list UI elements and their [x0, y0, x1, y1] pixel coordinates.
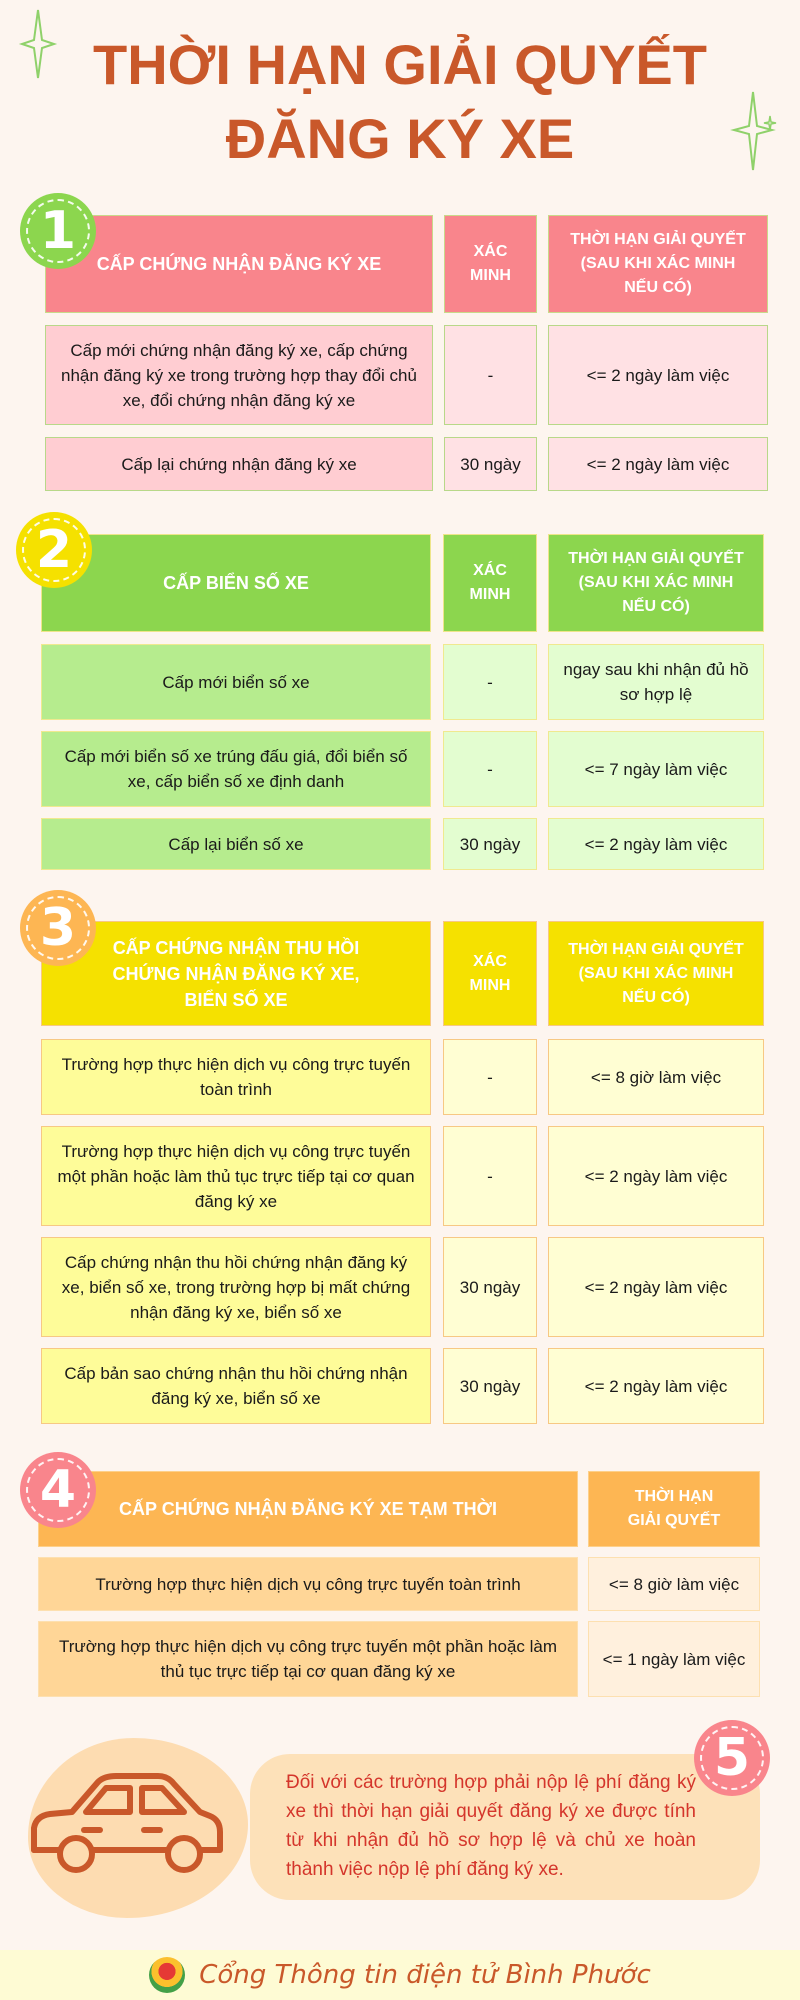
section-2-row-3-case: Cấp lại biển số xe: [41, 818, 431, 870]
title-line-1: THỜI HẠN GIẢI QUYẾT: [92, 33, 707, 96]
section-2-row-1-deadline: ngay sau khi nhận đủ hồ sơ hợp lệ: [548, 644, 764, 720]
section-2-row-1-verify: -: [443, 644, 537, 720]
section-5-badge: 5: [694, 1720, 770, 1796]
section-2-row-1-case: Cấp mới biển số xe: [41, 644, 431, 720]
section-1-header-verify: XÁC MINH: [444, 215, 537, 313]
section-3-row-2-deadline: <= 2 ngày làm việc: [548, 1126, 764, 1226]
section-2-badge: 2: [16, 512, 92, 588]
section-2-row-3-deadline: <= 2 ngày làm việc: [548, 818, 764, 870]
section-3-row-4-case: Cấp bản sao chứng nhận thu hồi chứng nhận đăng ký xe, biển số xe: [41, 1348, 431, 1424]
car-icon: [26, 1762, 228, 1884]
section-3-header-verify: XÁC MINH: [443, 921, 537, 1026]
sparkle-icon: [18, 6, 58, 80]
section-3-row-4-deadline: <= 2 ngày làm việc: [548, 1348, 764, 1424]
section-1-row-2-verify: 30 ngày: [444, 437, 537, 491]
section-2-header-title: CẤP BIỂN SỐ XE: [41, 534, 431, 632]
section-4-badge: 4: [20, 1452, 96, 1528]
section-4-row-2-deadline: <= 1 ngày làm việc: [588, 1621, 760, 1697]
footer-text: Cổng Thông tin điện tử Bình Phước: [199, 1960, 651, 1990]
section-1-row-1-deadline: <= 2 ngày làm việc: [548, 325, 768, 425]
section-4-header-title: CẤP CHỨNG NHẬN ĐĂNG KÝ XE TẠM THỜI: [38, 1471, 578, 1547]
page-title: [0, 28, 800, 176]
section-2-header-deadline: THỜI HẠN GIẢI QUYẾT (SAU KHI XÁC MINH NẾU CÓ): [548, 534, 764, 632]
section-3-badge: 3: [20, 890, 96, 966]
section-3-row-4-verify: 30 ngày: [443, 1348, 537, 1424]
section-3-row-3-case: Cấp chứng nhận thu hồi chứng nhận đăng ký xe, biển số xe, trong trường hợp bị mất chứng nhận đăng ký xe, biển số xe: [41, 1237, 431, 1337]
note-text: Đối với các trường hợp phải nộp lệ phí đăng ký xe thì thời hạn giải quyết đăng ký xe được tính từ khi nhận đủ hồ sơ hợp lệ và chủ xe hoàn thành việc nộp lệ phí đăng ký xe.: [286, 1772, 696, 1880]
section-2-row-2-deadline: <= 7 ngày làm việc: [548, 731, 764, 807]
section-2-row-2-case: Cấp mới biển số xe trúng đấu giá, đổi biển số xe, cấp biển số xe định danh: [41, 731, 431, 807]
section-1-row-2-case: Cấp lại chứng nhận đăng ký xe: [45, 437, 433, 491]
section-3-row-2-case: Trường hợp thực hiện dịch vụ công trực tuyến một phần hoặc làm thủ tục trực tiếp tại cơ quan đăng ký xe: [41, 1126, 431, 1226]
section-3-header-title: CẤP CHỨNG NHẬN THU HỒI CHỨNG NHẬN ĐĂNG KÝ XE, BIỂN SỐ XE: [41, 921, 431, 1026]
section-3-header-deadline: THỜI HẠN GIẢI QUYẾT (SAU KHI XÁC MINH NẾU CÓ): [548, 921, 764, 1026]
section-4-row-1-case: Trường hợp thực hiện dịch vụ công trực tuyến toàn trình: [38, 1557, 578, 1611]
section-3-row-1-verify: -: [443, 1039, 537, 1115]
section-1-header-title: CẤP CHỨNG NHẬN ĐĂNG KÝ XE: [45, 215, 433, 313]
section-4-row-1-deadline: <= 8 giờ làm việc: [588, 1557, 760, 1611]
section-2-row-2-verify: -: [443, 731, 537, 807]
sparkle-icon: [728, 86, 778, 176]
section-1-badge: 1: [20, 193, 96, 269]
section-3-row-2-verify: -: [443, 1126, 537, 1226]
section-3-row-1-deadline: <= 8 giờ làm việc: [548, 1039, 764, 1115]
footer: [0, 1950, 800, 2000]
section-2-header-verify: XÁC MINH: [443, 534, 537, 632]
section-3-row-3-verify: 30 ngày: [443, 1237, 537, 1337]
section-2-row-3-verify: 30 ngày: [443, 818, 537, 870]
section-4-row-2-case: Trường hợp thực hiện dịch vụ công trực tuyến một phần hoặc làm thủ tục trực tiếp tại cơ quan đăng ký xe: [38, 1621, 578, 1697]
title-line-2: ĐĂNG KÝ XE: [225, 107, 575, 170]
section-4-header-deadline: THỜI HẠN GIẢI QUYẾT: [588, 1471, 760, 1547]
portal-logo: [149, 1957, 185, 1993]
section-1-row-1-verify: -: [444, 325, 537, 425]
section-1-row-1-case: Cấp mới chứng nhận đăng ký xe, cấp chứng nhận đăng ký xe trong trường hợp thay đổi chủ xe, đổi chứng nhận đăng ký xe: [45, 325, 433, 425]
section-3-row-3-deadline: <= 2 ngày làm việc: [548, 1237, 764, 1337]
section-1-row-2-deadline: <= 2 ngày làm việc: [548, 437, 768, 491]
section-3-row-1-case: Trường hợp thực hiện dịch vụ công trực tuyến toàn trình: [41, 1039, 431, 1115]
section-1-header-deadline: THỜI HẠN GIẢI QUYẾT (SAU KHI XÁC MINH NẾU CÓ): [548, 215, 768, 313]
